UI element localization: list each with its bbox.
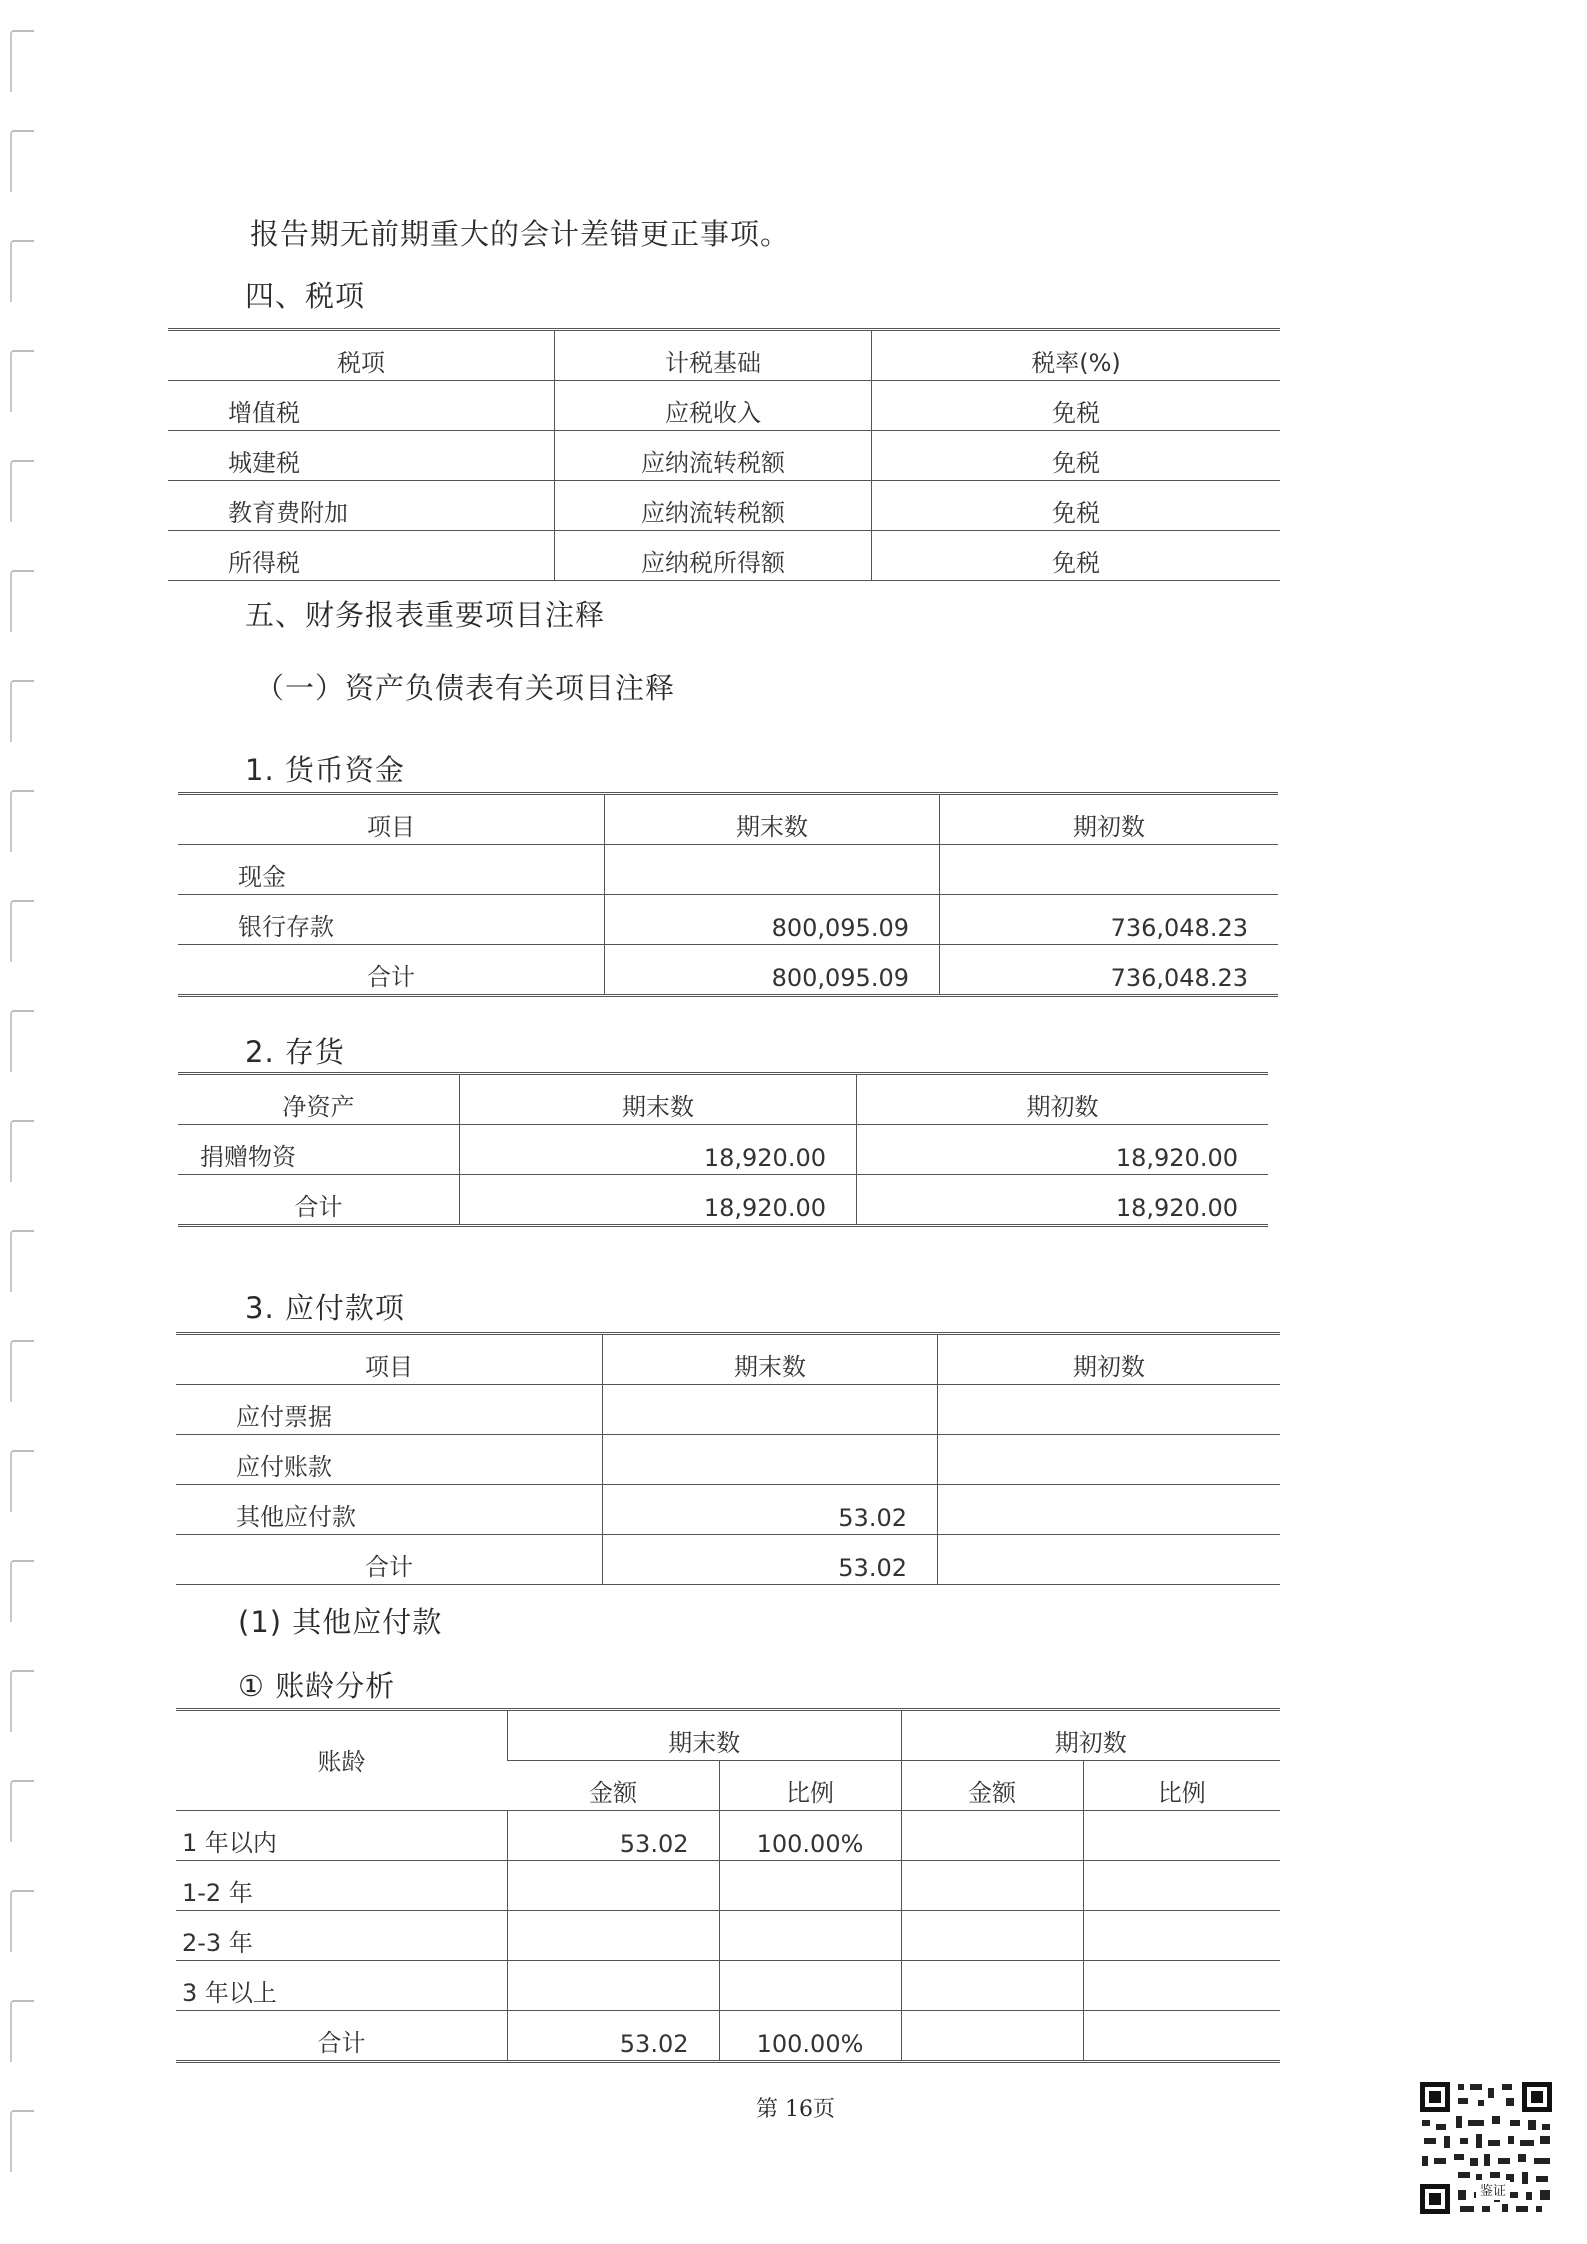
table-cell: 18,920.00 <box>460 1175 857 1226</box>
table-cell: 合计 <box>178 1175 460 1226</box>
table-cell: 应税收入 <box>555 381 872 431</box>
table-row <box>168 481 1280 531</box>
table-cell: 100.00% <box>719 1811 901 1861</box>
table-cell <box>1083 1911 1280 1961</box>
table-header-cell: 期末数 <box>460 1074 857 1125</box>
table-row <box>168 531 1280 581</box>
table-header-cell: 项目 <box>178 794 605 845</box>
subsection-title: （一）资产负债表有关项目注释 <box>255 671 676 705</box>
table-header-row <box>168 330 1280 381</box>
table-header-cell: 账龄 <box>176 1710 508 1811</box>
table-row <box>176 1485 1280 1535</box>
table-row <box>178 1175 1268 1226</box>
table-cell: 免税 <box>872 431 1281 481</box>
table-cell: 现金 <box>178 845 605 895</box>
table-cell <box>603 1435 938 1485</box>
intro-text: 报告期无前期重大的会计差错更正事项。 <box>250 217 791 251</box>
payables-title: 3. 应付款项 <box>245 1291 405 1325</box>
table-header-cell: 期末数 <box>605 794 940 845</box>
table-cell <box>719 1961 901 2011</box>
table-cell <box>1083 2011 1280 2062</box>
qr-caption: 鉴证 <box>1479 2184 1507 2199</box>
table-cell <box>938 1385 1281 1435</box>
table-cell: 城建税 <box>168 431 555 481</box>
notes-title: 五、财务报表重要项目注释 <box>245 598 606 632</box>
table-cell: 合计 <box>178 945 605 996</box>
page-number: 第 16页 <box>756 2097 835 2122</box>
table-cell <box>508 1861 720 1911</box>
table-row <box>176 1861 1280 1911</box>
table-row <box>176 1811 1280 1861</box>
table-cell: 教育费附加 <box>168 481 555 531</box>
table-cell: 3 年以上 <box>176 1961 508 2011</box>
table-cell: 应纳税所得额 <box>555 531 872 581</box>
table-row <box>176 1961 1280 2011</box>
table-cell <box>1083 1961 1280 2011</box>
cash-table <box>178 792 1278 997</box>
table-cell <box>603 1385 938 1435</box>
table-cell <box>508 1911 720 1961</box>
table-row <box>176 1385 1280 1435</box>
table-cell: 53.02 <box>603 1485 938 1535</box>
table-cell <box>719 1911 901 1961</box>
table-cell: 18,920.00 <box>460 1125 857 1175</box>
table-cell: 银行存款 <box>178 895 605 945</box>
table-cell: 736,048.23 <box>940 945 1279 996</box>
table-header-row <box>176 1334 1280 1385</box>
table-header-cell: 计税基础 <box>555 330 872 381</box>
table-cell: 53.02 <box>508 2011 720 2062</box>
table-header-row <box>176 1710 1280 1761</box>
table-cell <box>938 1535 1281 1585</box>
table-header-cell: 期初数 <box>857 1074 1269 1125</box>
table-header-cell: 税率(%) <box>872 330 1281 381</box>
aging-table <box>176 1708 1280 2063</box>
table-cell: 1 年以内 <box>176 1811 508 1861</box>
inventory-title: 2. 存货 <box>245 1035 345 1069</box>
table-cell <box>938 1435 1281 1485</box>
table-cell <box>901 1961 1083 2011</box>
table-cell: 免税 <box>872 381 1281 431</box>
aging-title: ① 账龄分析 <box>238 1669 396 1703</box>
table-cell <box>901 1811 1083 1861</box>
table-cell <box>719 1861 901 1911</box>
table-cell: 800,095.09 <box>605 895 940 945</box>
table-cell: 53.02 <box>603 1535 938 1585</box>
table-row <box>178 945 1278 996</box>
table-cell <box>1083 1861 1280 1911</box>
table-cell: 应付票据 <box>176 1385 603 1435</box>
table-header-cell: 期初数 <box>901 1710 1280 1761</box>
table-header-cell: 金额 <box>508 1761 720 1811</box>
table-row <box>176 1911 1280 1961</box>
payables-table <box>176 1332 1280 1585</box>
table-cell: 1-2 年 <box>176 1861 508 1911</box>
table-row <box>168 431 1280 481</box>
table-cell: 2-3 年 <box>176 1911 508 1961</box>
table-row <box>178 845 1278 895</box>
table-header-cell: 期初数 <box>938 1334 1281 1385</box>
table-cell <box>901 1861 1083 1911</box>
table-cell <box>1083 1811 1280 1861</box>
table-header-cell: 期末数 <box>508 1710 902 1761</box>
binder-hole-marks <box>0 0 40 2244</box>
table-row <box>176 2011 1280 2062</box>
table-cell: 18,920.00 <box>857 1125 1269 1175</box>
table-cell: 736,048.23 <box>940 895 1279 945</box>
table-cell: 应纳流转税额 <box>555 481 872 531</box>
table-header-cell: 项目 <box>176 1334 603 1385</box>
table-cell: 应纳流转税额 <box>555 431 872 481</box>
table-cell: 53.02 <box>508 1811 720 1861</box>
tax-section-title: 四、税项 <box>245 279 366 313</box>
table-row <box>178 1125 1268 1175</box>
table-cell: 18,920.00 <box>857 1175 1269 1226</box>
table-header-cell: 期末数 <box>603 1334 938 1385</box>
table-row <box>168 381 1280 431</box>
table-cell: 其他应付款 <box>176 1485 603 1535</box>
table-cell: 800,095.09 <box>605 945 940 996</box>
table-cell <box>940 845 1279 895</box>
table-cell: 捐赠物资 <box>178 1125 460 1175</box>
table-cell <box>508 1961 720 2011</box>
table-header-cell: 比例 <box>1083 1761 1280 1811</box>
table-cell <box>938 1485 1281 1535</box>
table-header-cell: 金额 <box>901 1761 1083 1811</box>
table-header-row <box>178 1074 1268 1125</box>
table-cell <box>605 845 940 895</box>
table-cell: 合计 <box>176 1535 603 1585</box>
other-payables-title: (1) 其他应付款 <box>238 1605 443 1639</box>
table-cell: 免税 <box>872 531 1281 581</box>
table-cell <box>901 1911 1083 1961</box>
cash-title: 1. 货币资金 <box>245 753 405 787</box>
table-cell <box>901 2011 1083 2062</box>
table-cell: 应付账款 <box>176 1435 603 1485</box>
table-cell: 免税 <box>872 481 1281 531</box>
table-header-cell: 比例 <box>719 1761 901 1811</box>
table-header-row <box>178 794 1278 845</box>
table-header-cell: 期初数 <box>940 794 1279 845</box>
table-cell: 所得税 <box>168 531 555 581</box>
tax-table <box>168 328 1280 581</box>
table-row <box>178 895 1278 945</box>
table-row <box>176 1435 1280 1485</box>
table-cell: 合计 <box>176 2011 508 2062</box>
table-row <box>176 1535 1280 1585</box>
table-cell: 增值税 <box>168 381 555 431</box>
table-cell: 100.00% <box>719 2011 901 2062</box>
qr-code-icon <box>1418 2080 1554 2216</box>
table-header-cell: 税项 <box>168 330 555 381</box>
table-header-cell: 净资产 <box>178 1074 460 1125</box>
inventory-table <box>178 1072 1268 1227</box>
